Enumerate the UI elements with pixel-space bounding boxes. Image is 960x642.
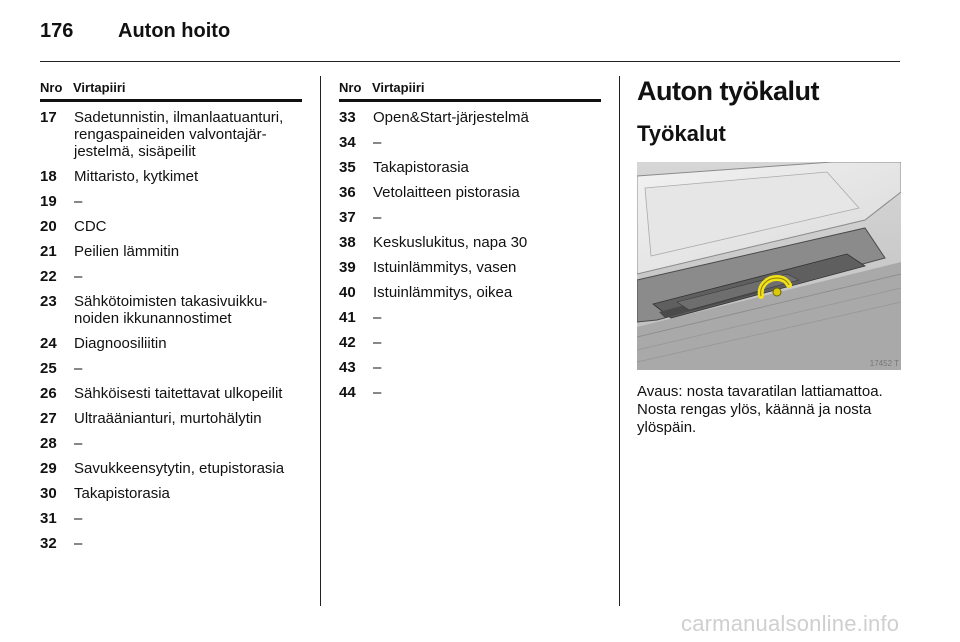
header-rule [40,61,900,62]
table-row [40,510,302,527]
row-circuit: Ultraäänianturi, murtohälytin [74,410,262,427]
row-number: 17 [40,109,57,126]
column-header-nro: Nro [40,80,63,95]
row-circuit: Mittaristo, kytkimet [74,168,199,185]
table-rows [339,109,601,401]
table-row [40,410,302,427]
row-circuit: Sähköisesti taitettavat ulkopeilit [74,385,283,402]
table-row [339,134,601,151]
row-circuit: Takapistorasia [74,485,170,502]
watermark-text: carmanualsonline.info [681,611,900,636]
table-row [339,159,601,176]
row-number: 43 [339,359,356,376]
row-number: 25 [40,360,57,377]
row-number: 44 [339,384,356,401]
table-row [339,209,601,226]
section-title: Auton työkalut [637,76,819,106]
column-header-virtapiiri: Virtapiiri [372,80,425,95]
table-row [339,109,601,126]
tools-section [637,74,907,437]
table-row [40,360,302,377]
row-circuit: – [74,360,83,377]
table-row [339,359,601,376]
table-row [40,485,302,502]
row-circuit: – [74,268,83,285]
caption-line: ylöspäin. [637,419,697,436]
tools-illustration [637,162,901,370]
chapter-title: Auton hoito [118,20,231,42]
row-circuit: Sähkötoimisten takasivuikku-noiden ikkunannostimet [74,293,268,327]
row-number: 35 [339,159,356,176]
table-row [40,385,302,402]
row-number: 18 [40,168,57,185]
caption-line: Avaus: nosta tavaratilan lattiamattoa. [637,383,883,400]
column-divider [619,76,620,606]
table-row [40,460,302,477]
table-row [339,334,601,351]
row-number: 30 [40,485,57,502]
section-subtitle: Työkalut [637,121,726,146]
table-row [40,218,302,235]
figure-caption [637,383,907,437]
trunk-tools-drawing [637,162,901,370]
row-circuit: – [373,134,382,151]
row-circuit: Savukkeensytytin, etupistorasia [74,460,285,477]
row-number: 38 [339,234,356,251]
table-row [40,243,302,260]
row-number: 20 [40,218,57,235]
table-row [40,293,302,327]
row-circuit: – [373,309,382,326]
row-number: 26 [40,385,57,402]
row-circuit: Istuinlämmitys, oikea [373,284,513,301]
table-header [339,80,601,100]
table-row [40,109,302,160]
table-rows [40,109,302,552]
row-number: 28 [40,435,57,452]
table-row [339,284,601,301]
table-row [40,193,302,210]
row-number: 27 [40,410,57,427]
table-row [40,268,302,285]
row-circuit: CDC [74,218,107,235]
row-number: 29 [40,460,57,477]
row-number: 32 [40,535,57,552]
row-number: 22 [40,268,57,285]
table-row [339,259,601,276]
fuse-table-left [40,80,302,560]
table-row [40,168,302,185]
column-header-virtapiiri: Virtapiiri [73,80,126,95]
table-row [40,435,302,452]
row-circuit: Diagnoosiliitin [74,335,167,352]
row-circuit: Vetolaitteen pistorasia [373,184,520,201]
page-number: 176 [40,20,74,42]
row-circuit: – [373,359,382,376]
fuse-table-right [339,80,601,409]
row-circuit: Keskuslukitus, napa 30 [373,234,528,251]
row-circuit: Peilien lämmitin [74,243,180,260]
table-row [339,309,601,326]
row-number: 34 [339,134,356,151]
row-number: 19 [40,193,57,210]
row-number: 41 [339,309,356,326]
row-circuit: Takapistorasia [373,159,469,176]
table-header [40,80,302,100]
table-row [40,535,302,552]
column-header-nro: Nro [339,80,362,95]
table-row [339,234,601,251]
table-row [339,184,601,201]
row-number: 40 [339,284,356,301]
row-number: 24 [40,335,57,352]
page-header [40,20,910,44]
row-circuit: – [373,209,382,226]
row-circuit: – [373,334,382,351]
row-circuit: – [74,535,83,552]
row-number: 23 [40,293,57,310]
row-number: 42 [339,334,356,351]
row-circuit: Open&Start-järjestelmä [373,109,529,126]
row-number: 31 [40,510,57,527]
figure-code: 17452 T [869,359,899,368]
row-circuit: – [74,510,83,527]
table-row [40,335,302,352]
row-number: 37 [339,209,356,226]
row-number: 21 [40,243,57,260]
row-circuit: Istuinlämmitys, vasen [373,259,517,276]
row-circuit: – [74,435,83,452]
row-number: 39 [339,259,356,276]
row-circuit: – [74,193,83,210]
row-circuit: – [373,384,382,401]
row-number: 33 [339,109,356,126]
row-circuit: Sadetunnistin, ilmanlaatuanturi, rengaspaineiden valvontajär-jestelmä, sisäpeilit [74,109,284,160]
caption-line: Nosta rengas ylös, käännä ja nosta [637,401,872,418]
table-row [339,384,601,401]
column-divider [320,76,321,606]
row-number: 36 [339,184,356,201]
